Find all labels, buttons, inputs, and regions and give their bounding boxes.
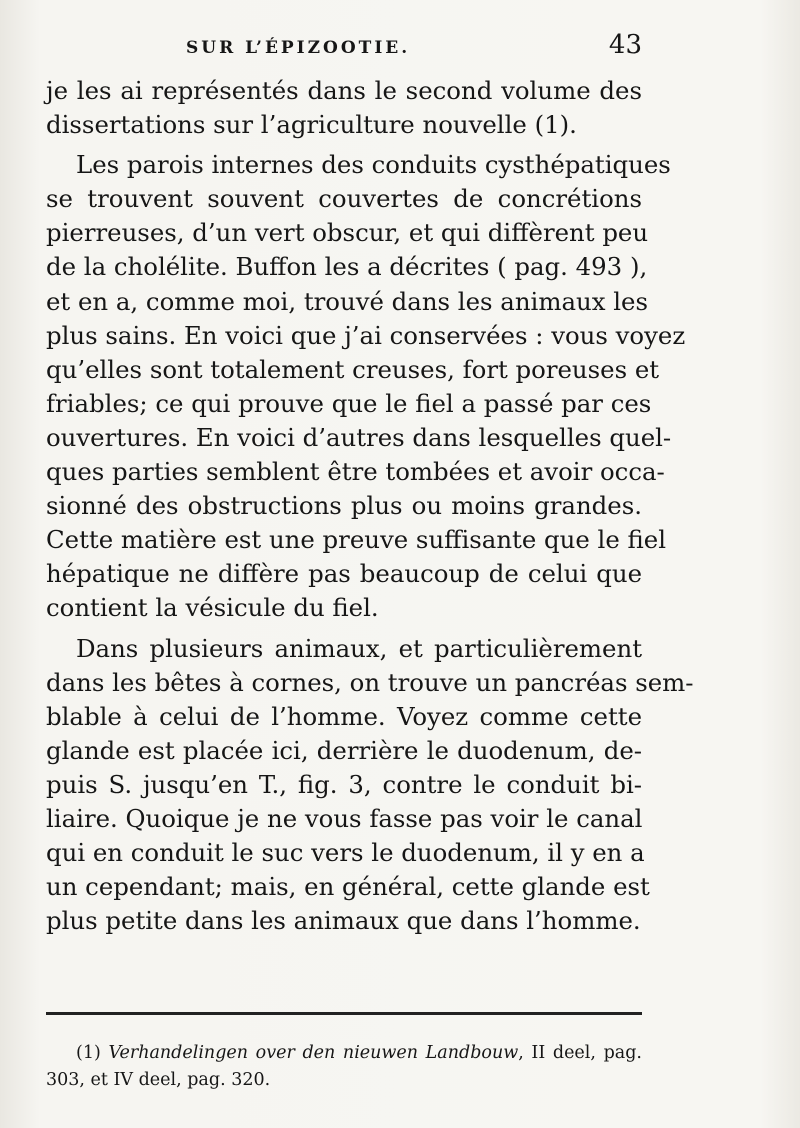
body-text [46,74,694,938]
text-line: je les ai représentés dans le second volume des [46,76,642,105]
footnote-rule [46,1012,642,1015]
text-line: liaire. Quoique je ne vous fasse pas voir le canal [46,803,643,833]
text-line: ouvertures. En voici d’autres dans lesquelles quel- [46,422,672,452]
footnote-title: Verhandelingen over den nieuwen Landbouw [108,1043,519,1063]
text-line: contient la vésicule du fiel. [46,593,379,623]
text-line: blable à celui de l’homme. Voyez comme cette [46,701,642,731]
text-line: qui en conduit le suc vers le duodenum, il y en a [46,838,645,868]
text-line: dissertations sur l’agriculture nouvelle (1). [46,110,577,140]
paragraph-2 [46,148,686,625]
text-line: et en a, comme moi, trouvé dans les animaux les [46,286,648,316]
page-number: 43 [608,30,642,60]
text-line: friables; ce qui prouve que le fiel a passé par ces [46,388,652,418]
paragraph-3 [46,632,694,939]
text-line: un cependant; mais, en général, cette glande est [46,872,650,902]
text-line: plus petite dans les animaux que dans l’homme. [46,906,641,936]
text-line: ques parties semblent être tombées et avoir occa- [46,457,665,487]
footnote-line [46,1040,642,1067]
text-line: glande est placée ici, derrière le duodenum, de- [46,735,642,765]
text-line: hépatique ne diffère pas beaucoup de celui que [46,559,642,589]
text-line: dans les bêtes à cornes, on trouve un pancréas sem- [46,667,694,697]
text-line: Cette matière est une preuve suffisante que le fiel [46,525,667,555]
text-line: se trouvent souvent couvertes de concrétions [46,184,642,214]
running-head: SUR L’ÉPIZOOTIE. [186,38,411,58]
footnote-marker: (1) [76,1043,101,1063]
footnote-line: 303, et IV deel, pag. 320. [46,1070,271,1090]
text-line: plus sains. En voici que j’ai conservées : vous voyez [46,320,686,350]
paragraph-1 [46,74,642,142]
page-header [46,30,642,70]
text-line: Les parois internes des conduits cysthépatiques [76,150,671,180]
text-line: sionné des obstructions plus ou moins grandes. [46,491,642,521]
footnote [46,1040,642,1094]
text-line: qu’elles sont totalement creuses, fort poreuses et [46,354,660,384]
text-line: pierreuses, d’un vert obscur, et qui diffèrent peu [46,218,649,248]
footnote-text: , II deel, pag. [518,1043,642,1063]
text-line: Dans plusieurs animaux, et particulièrement [76,633,642,663]
text-line: puis S. jusqu’en T., fig. 3, contre le conduit bi- [46,769,642,799]
text-line: de la cholélite. Buffon les a décrites ( pag. 493 ), [46,252,648,282]
